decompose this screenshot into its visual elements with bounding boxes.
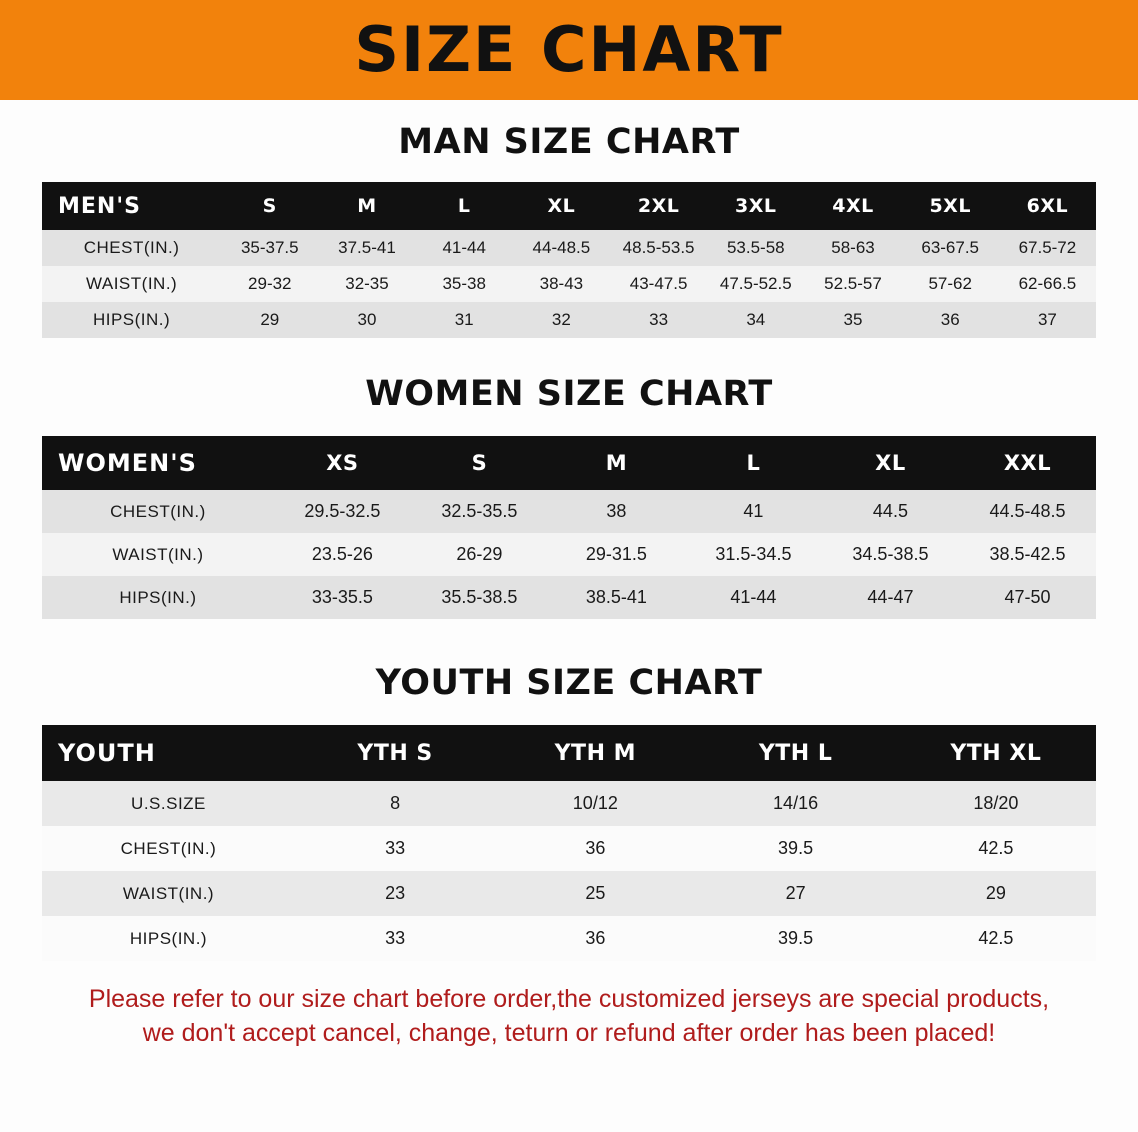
table-row — [42, 533, 1096, 576]
table-header-row — [42, 182, 1096, 230]
cell: 29.5-32.5 — [274, 490, 411, 533]
youth-section-title: YOUTH SIZE CHART — [375, 663, 763, 703]
cell: 29 — [221, 302, 318, 338]
row-label: HIPS(IN.) — [42, 576, 274, 619]
cell: 47.5-52.5 — [707, 266, 804, 302]
column-header: 3XL — [735, 195, 777, 217]
cell: 26-29 — [411, 533, 548, 576]
cell: 36 — [495, 916, 695, 961]
cell: 36 — [495, 826, 695, 871]
cell: 43-47.5 — [610, 266, 707, 302]
cell: 33 — [295, 916, 495, 961]
row-label: WAIST(IN.) — [42, 871, 295, 916]
cell: 14/16 — [695, 781, 895, 826]
cell: 23 — [295, 871, 495, 916]
cell: 34.5-38.5 — [822, 533, 959, 576]
row-label: HIPS(IN.) — [42, 302, 221, 338]
cell: 44.5-48.5 — [959, 490, 1096, 533]
cell: 10/12 — [495, 781, 695, 826]
cell: 42.5 — [896, 826, 1096, 871]
cell: 18/20 — [896, 781, 1096, 826]
column-header: 5XL — [929, 195, 971, 217]
column-header: YTH L — [758, 740, 833, 766]
column-header: S — [471, 451, 488, 475]
cell: 33 — [295, 826, 495, 871]
page-banner — [0, 0, 1138, 100]
column-header: 6XL — [1026, 195, 1069, 217]
column-header: S — [262, 195, 277, 217]
policy-note-line-2: we don't accept cancel, change, teturn or refund after order has been placed! — [142, 1018, 996, 1047]
cell: 31 — [416, 302, 513, 338]
row-label: WAIST(IN.) — [42, 266, 221, 302]
table-row — [42, 826, 1096, 871]
cell: 44-48.5 — [513, 230, 610, 266]
cell: 47-50 — [959, 576, 1096, 619]
column-header: WOMEN'S — [58, 449, 197, 477]
cell: 38 — [548, 490, 685, 533]
man-size-table — [42, 182, 1096, 338]
column-header: XL — [547, 195, 576, 217]
cell: 63-67.5 — [902, 230, 999, 266]
women-size-table — [42, 436, 1096, 619]
column-header: 2XL — [637, 195, 680, 217]
cell: 29 — [896, 871, 1096, 916]
man-section-title: MAN SIZE CHART — [398, 122, 740, 162]
cell: 52.5-57 — [804, 266, 901, 302]
page-title: SIZE CHART — [354, 13, 784, 86]
cell: 33 — [610, 302, 707, 338]
table-row — [42, 576, 1096, 619]
cell: 27 — [695, 871, 895, 916]
row-label: CHEST(IN.) — [42, 230, 221, 266]
cell: 44.5 — [822, 490, 959, 533]
cell: 41-44 — [416, 230, 513, 266]
youth-size-table — [42, 725, 1096, 961]
table-row — [42, 871, 1096, 916]
row-label: HIPS(IN.) — [42, 916, 295, 961]
column-header: M — [357, 195, 377, 217]
cell: 35-37.5 — [221, 230, 318, 266]
column-header: XXL — [1003, 451, 1052, 475]
cell: 34 — [707, 302, 804, 338]
column-header: L — [457, 195, 471, 217]
cell: 53.5-58 — [707, 230, 804, 266]
cell: 32.5-35.5 — [411, 490, 548, 533]
cell: 35.5-38.5 — [411, 576, 548, 619]
cell: 29-31.5 — [548, 533, 685, 576]
cell: 57-62 — [902, 266, 999, 302]
cell: 29-32 — [221, 266, 318, 302]
cell: 37 — [999, 302, 1096, 338]
row-label: CHEST(IN.) — [42, 490, 274, 533]
table-header-row — [42, 436, 1096, 490]
cell: 39.5 — [695, 916, 895, 961]
row-label: U.S.SIZE — [42, 781, 295, 826]
column-header: MEN'S — [58, 193, 141, 219]
cell: 44-47 — [822, 576, 959, 619]
row-label: CHEST(IN.) — [42, 826, 295, 871]
cell: 32 — [513, 302, 610, 338]
column-header: XS — [326, 451, 359, 475]
table-row — [42, 781, 1096, 826]
cell: 23.5-26 — [274, 533, 411, 576]
women-section-title: WOMEN SIZE CHART — [365, 374, 773, 414]
cell: 48.5-53.5 — [610, 230, 707, 266]
cell: 35 — [804, 302, 901, 338]
cell: 33-35.5 — [274, 576, 411, 619]
table-row — [42, 230, 1096, 266]
table-row — [42, 302, 1096, 338]
women-table-wrapper — [42, 436, 1096, 619]
cell: 41-44 — [685, 576, 822, 619]
table-header-row — [42, 725, 1096, 781]
cell: 31.5-34.5 — [685, 533, 822, 576]
cell: 67.5-72 — [999, 230, 1096, 266]
column-header: XL — [875, 451, 906, 475]
cell: 37.5-41 — [318, 230, 415, 266]
cell: 42.5 — [896, 916, 1096, 961]
youth-table-wrapper — [42, 725, 1096, 961]
cell: 30 — [318, 302, 415, 338]
cell: 38-43 — [513, 266, 610, 302]
column-header: M — [605, 451, 628, 475]
cell: 8 — [295, 781, 495, 826]
cell: 39.5 — [695, 826, 895, 871]
cell: 38.5-41 — [548, 576, 685, 619]
row-label: WAIST(IN.) — [42, 533, 274, 576]
table-row — [42, 266, 1096, 302]
table-row — [42, 490, 1096, 533]
cell: 36 — [902, 302, 999, 338]
cell: 62-66.5 — [999, 266, 1096, 302]
policy-note — [36, 983, 1102, 1051]
column-header: YOUTH — [58, 739, 156, 767]
man-table-wrapper — [42, 182, 1096, 338]
cell: 35-38 — [416, 266, 513, 302]
column-header: YTH M — [554, 740, 637, 766]
cell: 58-63 — [804, 230, 901, 266]
column-header: YTH S — [357, 740, 433, 766]
column-header: YTH XL — [950, 740, 1042, 766]
column-header: 4XL — [832, 195, 874, 217]
cell: 25 — [495, 871, 695, 916]
cell: 32-35 — [318, 266, 415, 302]
cell: 38.5-42.5 — [959, 533, 1096, 576]
column-header: L — [746, 451, 761, 475]
table-row — [42, 916, 1096, 961]
cell: 41 — [685, 490, 822, 533]
policy-note-line-1: Please refer to our size chart before order,the customized jerseys are special products, — [88, 985, 1050, 1013]
